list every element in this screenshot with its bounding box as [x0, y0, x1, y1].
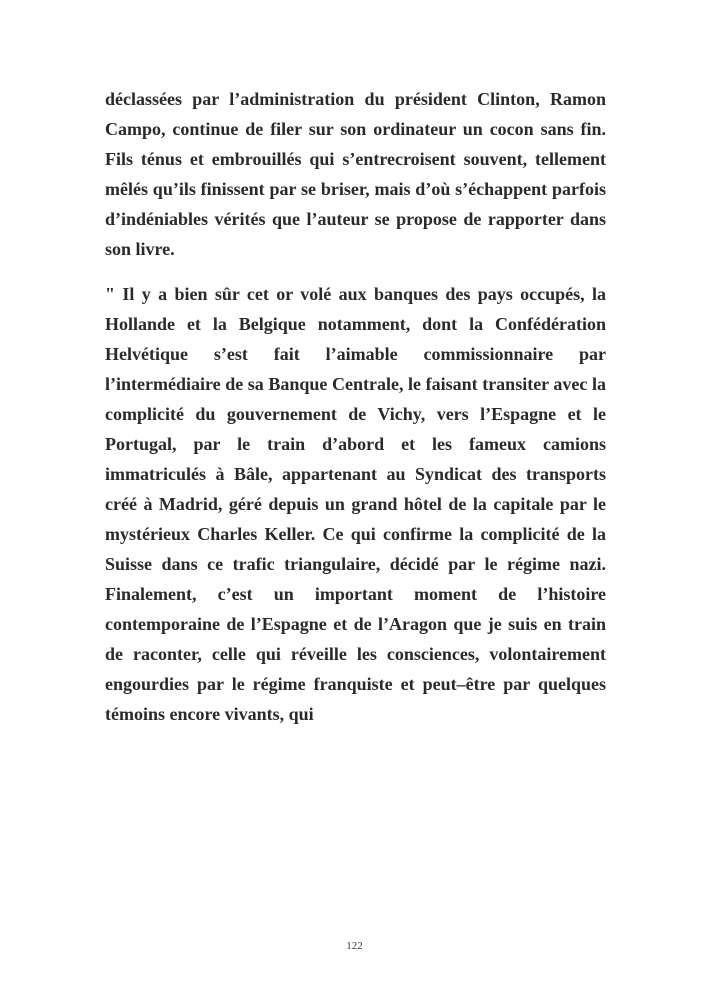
paragraph: " Il y a bien sûr cet or volé aux banques des pays occupés, la Hollande et la Belgique notamment, dont la Confédération Helvétique s’est fait l’aimable commissionnaire par l’intermédiaire de sa Banque Centrale, le faisant transiter avec la complicité du gouvernement de Vichy, vers l’Espagne et le Portugal, par le train d’abord et les fameux camions immatriculés à Bâle, appartenant au Syndicat des transports créé à Madrid, géré depuis un grand hôtel de la capitale par le mystérieux Charles Keller. Ce qui confirme la complicité de la Suisse dans ce trafic triangulaire, décidé par le régime nazi. Finalement, c’est un important moment de l’histoire contemporaine de l’Espagne et de l’Aragon que je suis en train de raconter, celle qui réveille les consciences, volontairement engourdies par le régime franquiste et peut–être par quelques témoins encore vivants, qui [105, 284, 606, 724]
body-text [105, 84, 606, 744]
page-number: 122 [346, 940, 363, 952]
paragraph: déclassées par l’administration du président Clinton, Ramon Campo, continue de filer sur son ordinateur un cocon sans fin. Fils ténus et embrouillés qui s’entrecroisent souvent, tellement mêlés qu’ils finissent par se briser, mais d’où s’échappent parfois d’indéniables vérités que l’auteur se propose de rapporter dans son livre. [105, 89, 606, 259]
